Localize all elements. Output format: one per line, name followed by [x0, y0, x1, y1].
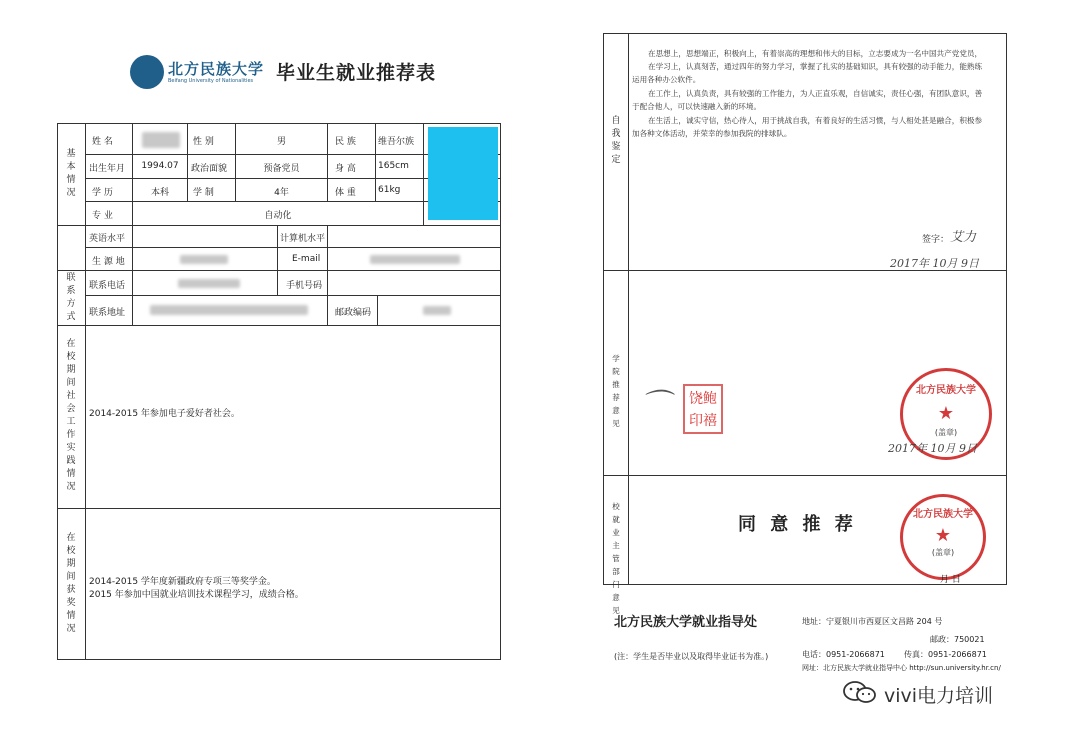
university-logo-icon [130, 55, 164, 89]
section-awards: 在校期间获奖情况 [66, 533, 76, 634]
redacted-email [370, 255, 460, 264]
section-basic-info: 基本情况 [66, 149, 76, 198]
self-eval-p2a: 在学习上，认真刻苦，通过四年的努力学习，掌握了扎实的基础知识，具有较强的动手能力，能熟练 [648, 62, 983, 71]
label-address: 联系地址 [89, 308, 126, 318]
label-postcode: 邮政编码 [335, 308, 372, 318]
value-schooling: 4年 [274, 188, 289, 198]
label-email: E-mail [292, 254, 321, 264]
footer-website: 网址：北方民族大学就业指导中心 http://sun.university.hr.cn/ [802, 664, 1001, 672]
self-eval-p4b: 加各种文体活动，并荣幸的参加我院的排球队。 [632, 129, 792, 138]
label-gender: 性 别 [193, 137, 214, 147]
self-eval-p1: 在思想上，思想端正，积极向上，有着崇高的理想和伟大的目标，立志要成为一名中国共产党党员， [648, 49, 983, 58]
personal-seal: 饶鲍印禧 [683, 384, 723, 434]
photo-placeholder [428, 127, 498, 220]
section-self-evaluation: 自我鉴定 [611, 116, 621, 165]
label-education: 学 历 [92, 188, 113, 198]
university-name-english: Beifang University of Nationalities [168, 78, 254, 84]
university-name: 北方民族大学 [168, 60, 265, 78]
redacted-phone [178, 279, 240, 288]
value-birth: 1994.07 [141, 161, 179, 171]
value-gender: 男 [276, 137, 286, 147]
dept-stamp-ring-text: 北方民族大学 [913, 509, 973, 520]
self-eval-date: 2017年 10月 9日 [890, 257, 979, 270]
label-mobile: 手机号码 [286, 281, 323, 291]
self-eval-p4a: 在生活上，诚实守信，热心待人，用于挑战自我，有着良好的生活习惯，与人相处甚是融合，积极参 [648, 116, 983, 125]
label-english: 英语水平 [89, 234, 126, 244]
award-item-2: 2015 年参加中国就业培训技术课程学习，成绩合格。 [89, 590, 304, 600]
label-origin: 生 源 地 [92, 257, 125, 267]
label-name: 姓 名 [92, 137, 113, 147]
watermark-text: vivi电力培训 [884, 685, 994, 707]
dept-stamp-label: (盖章) [931, 548, 955, 557]
section-social-practice: 在校期间社会工作实践情况 [66, 339, 76, 492]
label-computer: 计算机水平 [280, 234, 326, 244]
wechat-icon [842, 680, 878, 704]
redacted-name [142, 132, 180, 148]
footer-address: 地址：宁夏银川市西夏区文昌路 204 号 [802, 617, 943, 626]
dept-opinion-date: 月 日 [940, 575, 961, 585]
value-education: 本科 [150, 188, 169, 198]
footer-fax: 传真：0951-2066871 [904, 650, 987, 659]
label-weight: 体 重 [335, 188, 356, 198]
agree-recommend-text: 同 意 推 荐 [738, 514, 857, 535]
section-college-opinion: 学院推荐意见 [612, 354, 620, 428]
signature-label: 签字： [922, 235, 950, 245]
footer-phone: 电话：0951-2066871 [802, 650, 885, 659]
footer-note: (注：学生是否毕业以及取得毕业证书为准。) [614, 652, 769, 661]
dept-stamp-icon [900, 494, 986, 580]
value-major: 自动化 [264, 211, 292, 221]
label-schooling: 学 制 [193, 188, 214, 198]
section-contact: 联系方式 [66, 273, 76, 322]
self-eval-p3a: 在工作上，认真负责，具有较强的工作能力，为人正直乐观，自信诚实，责任心强，有团队意识，善 [648, 89, 983, 98]
college-opinion-date: 2017年 10月 9日 [888, 442, 977, 455]
advisor-signature-icon: ⌒ [640, 388, 670, 423]
value-political: 预备党员 [263, 164, 300, 174]
redacted-origin [180, 255, 228, 264]
label-phone: 联系电话 [89, 281, 126, 291]
value-height: 165cm [378, 161, 409, 171]
value-weight: 61kg [378, 185, 401, 195]
self-eval-p3b: 于配合他人，可以快速融入新的环境。 [632, 102, 762, 111]
label-major: 专 业 [92, 211, 113, 221]
redacted-postcode [423, 306, 451, 315]
student-signature: 艾力 [950, 230, 977, 245]
label-birth: 出生年月 [89, 164, 126, 174]
self-eval-p2b: 运用各种办公软件。 [632, 75, 701, 84]
redacted-address [150, 305, 308, 315]
social-practice-text: 2014-2015 年参加电子爱好者社会。 [89, 409, 240, 419]
footer-org-name: 北方民族大学就业指导处 [614, 615, 758, 630]
stamp-star-icon: ★ [937, 403, 955, 424]
value-ethnicity: 维吾尔族 [378, 137, 415, 147]
label-ethnicity: 民 族 [335, 137, 356, 147]
footer-zip: 邮政：750021 [930, 635, 985, 644]
form-title: 毕业生就业推荐表 [276, 62, 437, 84]
stamp-star-icon: ★ [934, 525, 952, 546]
award-item-1: 2014-2015 学年度新疆政府专项三等奖学金。 [89, 577, 276, 587]
college-stamp-label: (盖章) [934, 428, 958, 437]
label-political: 政治面貌 [191, 164, 228, 174]
label-height: 身 高 [335, 164, 356, 174]
section-dept-opinion: 校就业主管部门意见 [612, 502, 620, 615]
college-stamp-ring-text: 北方民族大学 [916, 385, 976, 396]
